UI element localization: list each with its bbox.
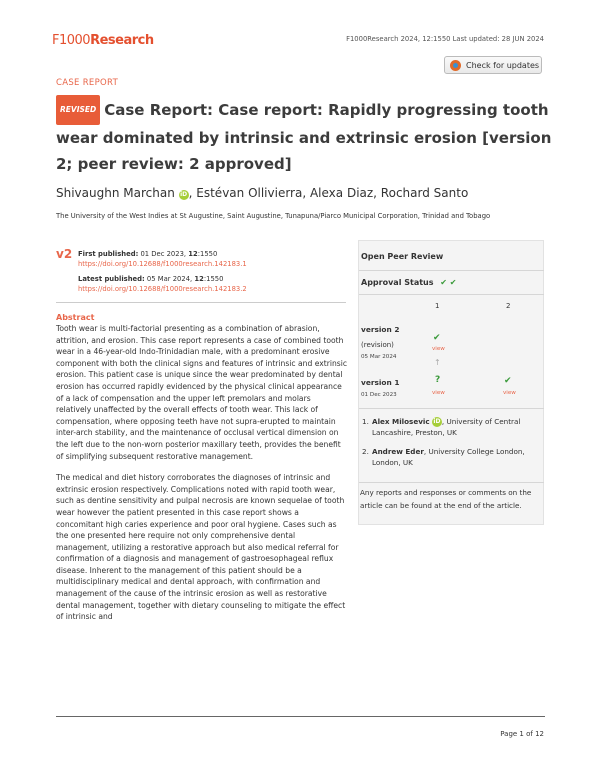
author-first[interactable]: Shivaughn Marchan bbox=[56, 186, 175, 200]
orcid-icon[interactable]: iD bbox=[433, 418, 441, 425]
approved-check-icons: ✔ ✔ bbox=[440, 278, 457, 287]
first-published-page: :1550 bbox=[197, 250, 218, 258]
reviewer-affiliation: , University of Central bbox=[441, 417, 521, 426]
publication-info bbox=[78, 249, 247, 294]
article-title bbox=[56, 95, 556, 177]
divider bbox=[359, 270, 544, 271]
divider bbox=[359, 294, 544, 295]
reviewer-column-2: 2 bbox=[506, 302, 511, 310]
reviewer-item bbox=[362, 416, 542, 427]
question-mark-icon: ? bbox=[435, 375, 441, 385]
article-type-label: CASE REPORT bbox=[56, 78, 119, 88]
page-number: Page 1 of 12 bbox=[500, 730, 544, 738]
first-published-row bbox=[78, 249, 247, 259]
revised-badge: REVISED bbox=[56, 95, 100, 125]
check-for-updates-label: Check for updates bbox=[466, 60, 540, 70]
reviewer-column-1: 1 bbox=[435, 302, 440, 310]
arrow-up-icon: ↑ bbox=[434, 358, 441, 367]
version-2-date: 05 Mar 2024 bbox=[361, 354, 397, 360]
version-1-label[interactable]: version 1 bbox=[361, 378, 400, 387]
latest-published-vol: 12 bbox=[194, 275, 204, 283]
reviewer-number: 1. bbox=[362, 417, 369, 426]
latest-published-row bbox=[78, 274, 247, 284]
crossmark-icon bbox=[450, 60, 461, 71]
abstract-paragraph-1: Tooth wear is multi-factorial presenting as a combination of abrasion, attrition, and erosion. This case report represents a case of combined tooth wear in a 46-year-old Indo-Trinidadian male, with a predominant erosive component with both the clinical signs and features of intrinsic and extrinsic erosion. This patient case is unique since the wear predominated by dental erosion has occurred rapidly evidenced by the physical clinical appearance of a lack of compensation and the upper left premolars and molars relatively unaffected by the overall effects of tooth wear. This lack of compensation, where opposing teeth have not supra-erupted to maintain inter-arch stability, and the maintenance of occlusal vertical dimension on the left due to the non-worn posterior maxillary teeth, provides the benefit of simplifying subsequent restorative management. bbox=[56, 324, 347, 461]
first-published-label: First published: bbox=[78, 250, 139, 258]
reviewer-affiliation: , University College London, bbox=[423, 447, 525, 456]
header-meta: F1000Research 2024, 12:1550 Last updated: 28 JUN 2024 bbox=[346, 35, 544, 43]
view-report-link[interactable]: view bbox=[432, 346, 445, 352]
reviewer-number: 2. bbox=[362, 447, 369, 456]
first-published-vol: 12 bbox=[188, 250, 198, 258]
version-2-revision: (revision) bbox=[361, 341, 394, 349]
view-report-link[interactable]: view bbox=[503, 390, 516, 396]
version-2-label[interactable]: version 2 bbox=[361, 325, 400, 334]
approved-check-icon: ✔ bbox=[433, 333, 441, 343]
author-list bbox=[56, 186, 468, 200]
review-note: Any reports and responses or comments on the article can be found at the end of the article. bbox=[360, 488, 532, 510]
reviewer-name[interactable]: Andrew Eder bbox=[372, 447, 424, 456]
orcid-icon[interactable]: iD bbox=[180, 191, 188, 198]
affiliation: The University of the West Indies at St Augustine, Saint Augustine, Tunapuna/Piarco Municipal Corporation, Trinidad and Tobago bbox=[56, 212, 491, 220]
version-1-date: 01 Dec 2023 bbox=[361, 392, 397, 398]
approved-check-icon: ✔ bbox=[504, 376, 512, 386]
divider bbox=[359, 482, 544, 483]
approval-status-label: Approval Status bbox=[361, 278, 434, 287]
latest-published-page: :1550 bbox=[203, 275, 224, 283]
logo-research-text: Research bbox=[90, 33, 154, 48]
first-published-date: 01 Dec 2023, bbox=[140, 250, 187, 258]
latest-published-label: Latest published: bbox=[78, 275, 145, 283]
reviewer-name[interactable]: Alex Milosevic bbox=[372, 417, 430, 426]
view-report-link[interactable]: view bbox=[432, 390, 445, 396]
abstract-body bbox=[56, 323, 348, 633]
f1000research-logo[interactable] bbox=[52, 33, 154, 48]
version-badge: v2 bbox=[56, 247, 73, 261]
open-peer-review-title: Open Peer Review bbox=[361, 252, 444, 261]
check-for-updates-button[interactable] bbox=[444, 56, 542, 74]
latest-published-date: 05 Mar 2024, bbox=[146, 275, 193, 283]
article-title-text: Case Report: Case report: Rapidly progressing tooth wear dominated by intrinsic and extrinsic erosion [version 2; peer review: 2 approved] bbox=[56, 101, 552, 173]
approval-status bbox=[361, 278, 457, 287]
reviewer-affiliation: London, UK bbox=[372, 458, 413, 467]
footer-divider bbox=[56, 716, 545, 717]
abstract-paragraph-2: The medical and diet history corroborates the diagnoses of intrinsic and extrinsic erosion respectively. Complications noted with rapid tooth wear, such as dentine sensitivity and pulpal necrosis are known sequelae of tooth wear however the patient presented in this case report shows a concomitant high caries experience and poor oral hygiene. Cases such as the one presented here require not only comprehensive dental management, utilizing a restorative approach but also medical referral for confirmation of a diagnosis and management of gastroesophageal reflux disease. Inherent to the management of this patient should be a multidisciplinary medical and dental approach, with confirmation and management of the cause of the intrinsic erosion as well as restorative dental management, together with dietary counseling to mitigate the effect of intrinsic and bbox=[56, 473, 346, 622]
author-rest: , Estévan Ollivierra, Alexa Diaz, Rochard Santo bbox=[188, 186, 469, 200]
reviewer-affiliation: Lancashire, Preston, UK bbox=[372, 428, 457, 437]
latest-doi-link[interactable]: https://doi.org/10.12688/f1000research.142183.2 bbox=[78, 285, 247, 293]
reviewer-list bbox=[362, 416, 542, 468]
logo-f1000-text: F1000 bbox=[52, 33, 91, 48]
abstract-heading: Abstract bbox=[56, 313, 95, 322]
divider bbox=[359, 408, 544, 409]
divider bbox=[56, 302, 346, 303]
reviewer-item bbox=[362, 446, 542, 457]
first-doi-link[interactable]: https://doi.org/10.12688/f1000research.142183.1 bbox=[78, 260, 247, 268]
